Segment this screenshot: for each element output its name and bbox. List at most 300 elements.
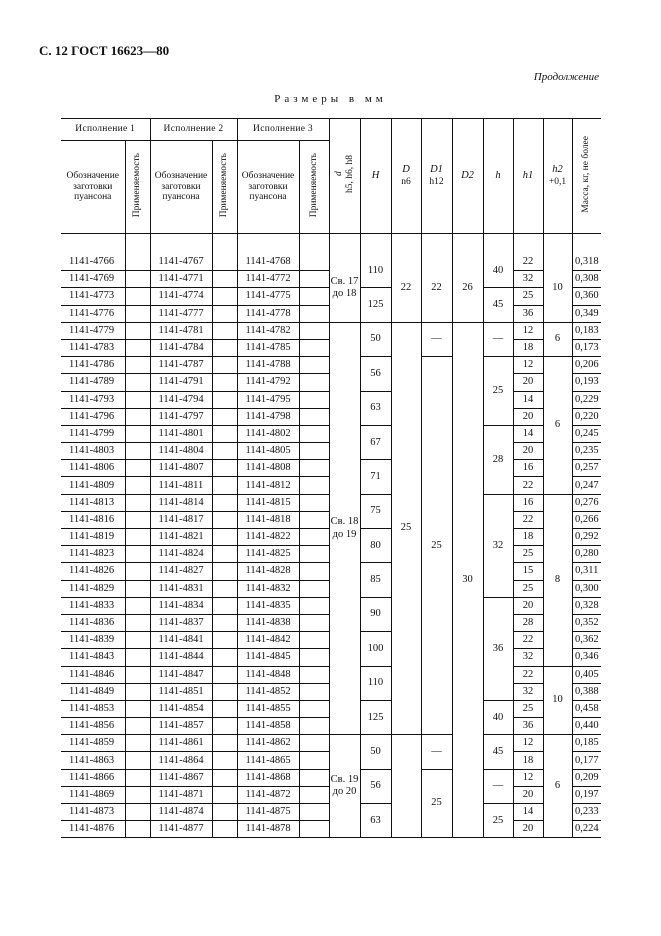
primenyaemost-cell-1 [125,546,150,563]
massa-value-cell: 0,257 [572,460,601,477]
massa-value-cell: 0,206 [572,357,601,374]
code-ispolnenie-1: 1141-4809 [61,477,125,494]
primenyaemost-cell-2 [212,614,237,631]
code-ispolnenie-3: 1141-4828 [237,563,299,580]
primenyaemost-cell-3 [299,322,329,339]
code-ispolnenie-1: 1141-4836 [61,614,125,631]
primenyaemost-cell-2 [212,443,237,460]
primenyaemost-cell-3 [299,477,329,494]
primenyaemost-cell-1 [125,322,150,339]
h1-value-cell: 25 [513,288,543,305]
h1-value-cell: 22 [513,477,543,494]
massa-value-cell: 0,318 [572,254,601,271]
massa-value-cell: 0,229 [572,391,601,408]
primenyaemost-cell-1 [125,494,150,511]
code-ispolnenie-1: 1141-4863 [61,752,125,769]
massa-value-cell: 0,197 [572,786,601,803]
code-ispolnenie-2: 1141-4877 [150,821,212,838]
primenyaemost-cell-3 [299,683,329,700]
primenyaemost-cell-2 [212,597,237,614]
H-value-cell: 125 [360,700,391,734]
code-ispolnenie-1: 1141-4829 [61,580,125,597]
primenyaemost-cell-2 [212,254,237,271]
header-oboznachenie-1: Обозначение заготовки пуансона [61,141,125,234]
code-ispolnenie-2: 1141-4794 [150,391,212,408]
primenyaemost-cell-3 [299,460,329,477]
code-ispolnenie-2: 1141-4801 [150,425,212,442]
primenyaemost-cell-2 [212,700,237,717]
H-value-cell: 80 [360,529,391,563]
massa-value-cell: 0,292 [572,529,601,546]
h1-value-cell: 32 [513,683,543,700]
code-ispolnenie-3: 1141-4848 [237,666,299,683]
code-ispolnenie-1: 1141-4869 [61,786,125,803]
massa-value-cell: 0,311 [572,563,601,580]
h1-value-cell: 20 [513,786,543,803]
massa-value-cell: 0,300 [572,580,601,597]
code-ispolnenie-3: 1141-4825 [237,546,299,563]
primenyaemost-cell-3 [299,511,329,528]
primenyaemost-cell-2 [212,718,237,735]
code-ispolnenie-1: 1141-4876 [61,821,125,838]
code-ispolnenie-3: 1141-4812 [237,477,299,494]
code-ispolnenie-1: 1141-4776 [61,305,125,322]
h1-value-cell: 12 [513,357,543,374]
table-row [61,322,601,339]
code-ispolnenie-2: 1141-4857 [150,718,212,735]
h1-value-cell: 36 [513,305,543,322]
code-ispolnenie-3: 1141-4802 [237,425,299,442]
code-ispolnenie-3: 1141-4852 [237,683,299,700]
h1-value-cell: 36 [513,718,543,735]
primenyaemost-cell-1 [125,614,150,631]
d-range-cell: Св. 18 до 19 [329,322,360,735]
massa-value-cell: 0,440 [572,718,601,735]
primenyaemost-cell-1 [125,305,150,322]
code-ispolnenie-3: 1141-4768 [237,254,299,271]
primenyaemost-cell-3 [299,580,329,597]
code-ispolnenie-3: 1141-4855 [237,700,299,717]
h-value-cell: 45 [483,735,513,769]
massa-value-cell: 0,220 [572,408,601,425]
primenyaemost-cell-2 [212,511,237,528]
primenyaemost-cell-1 [125,529,150,546]
h2-value-cell: 10 [543,254,572,322]
massa-value-cell: 0,276 [572,494,601,511]
header-h1: h1 [513,119,543,234]
code-ispolnenie-1: 1141-4793 [61,391,125,408]
code-ispolnenie-1: 1141-4783 [61,339,125,356]
header-D: D n6 [391,119,421,234]
h2-value-cell: 10 [543,666,572,735]
primenyaemost-cell-2 [212,821,237,838]
primenyaemost-cell-3 [299,649,329,666]
H-value-cell: 63 [360,804,391,838]
header-primenyaemost-2: Применяемость [212,141,237,234]
code-ispolnenie-3: 1141-4868 [237,769,299,786]
code-ispolnenie-2: 1141-4847 [150,666,212,683]
code-ispolnenie-3: 1141-4835 [237,597,299,614]
page-header: С. 12 ГОСТ 16623—80 [39,43,170,58]
primenyaemost-cell-3 [299,254,329,271]
primenyaemost-cell-1 [125,649,150,666]
primenyaemost-cell-3 [299,288,329,305]
h1-value-cell: 22 [513,632,543,649]
massa-value-cell: 0,245 [572,425,601,442]
primenyaemost-cell-3 [299,408,329,425]
primenyaemost-cell-3 [299,271,329,288]
primenyaemost-cell-3 [299,357,329,374]
primenyaemost-cell-2 [212,477,237,494]
h1-value-cell: 22 [513,511,543,528]
H-value-cell: 90 [360,597,391,631]
code-ispolnenie-1: 1141-4873 [61,804,125,821]
primenyaemost-cell-2 [212,769,237,786]
primenyaemost-cell-2 [212,391,237,408]
primenyaemost-cell-3 [299,494,329,511]
primenyaemost-cell-3 [299,786,329,803]
D-value-cell: 25 [391,322,421,735]
header-d: d h5, h6, h8 [329,119,360,234]
primenyaemost-cell-2 [212,580,237,597]
code-ispolnenie-1: 1141-4866 [61,769,125,786]
h1-value-cell: 12 [513,735,543,752]
code-ispolnenie-3: 1141-4798 [237,408,299,425]
code-ispolnenie-3: 1141-4838 [237,614,299,631]
code-ispolnenie-2: 1141-4871 [150,786,212,803]
primenyaemost-cell-1 [125,288,150,305]
primenyaemost-cell-3 [299,752,329,769]
primenyaemost-cell-1 [125,271,150,288]
h1-value-cell: 20 [513,821,543,838]
code-ispolnenie-1: 1141-4853 [61,700,125,717]
primenyaemost-cell-3 [299,563,329,580]
h-value-cell: 28 [483,425,513,494]
H-value-cell: 71 [360,460,391,494]
primenyaemost-cell-1 [125,357,150,374]
D1-value-cell: 25 [421,357,452,735]
h1-value-cell: 25 [513,700,543,717]
primenyaemost-cell-3 [299,718,329,735]
header-oboznachenie-2: Обозначение заготовки пуансона [150,141,212,234]
primenyaemost-cell-1 [125,374,150,391]
code-ispolnenie-1: 1141-4813 [61,494,125,511]
D1-value-cell: 25 [421,769,452,838]
massa-value-cell: 0,247 [572,477,601,494]
primenyaemost-cell-1 [125,597,150,614]
code-ispolnenie-3: 1141-4832 [237,580,299,597]
primenyaemost-cell-3 [299,700,329,717]
primenyaemost-cell-3 [299,391,329,408]
H-value-cell: 125 [360,288,391,322]
h-value-cell: 36 [483,597,513,700]
primenyaemost-cell-2 [212,649,237,666]
primenyaemost-cell-2 [212,460,237,477]
code-ispolnenie-3: 1141-4772 [237,271,299,288]
massa-value-cell: 0,352 [572,614,601,631]
massa-value-cell: 0,405 [572,666,601,683]
h1-value-cell: 22 [513,666,543,683]
primenyaemost-cell-1 [125,718,150,735]
code-ispolnenie-3: 1141-4808 [237,460,299,477]
code-ispolnenie-2: 1141-4797 [150,408,212,425]
primenyaemost-cell-1 [125,391,150,408]
code-ispolnenie-1: 1141-4779 [61,322,125,339]
dimensions-table [61,118,601,838]
massa-value-cell: 0,308 [572,271,601,288]
primenyaemost-cell-1 [125,735,150,752]
code-ispolnenie-2: 1141-4787 [150,357,212,374]
h-value-cell: 40 [483,700,513,734]
primenyaemost-cell-1 [125,511,150,528]
code-ispolnenie-1: 1141-4826 [61,563,125,580]
h-value-cell: 40 [483,254,513,288]
primenyaemost-cell-1 [125,700,150,717]
massa-value-cell: 0,183 [572,322,601,339]
primenyaemost-cell-2 [212,408,237,425]
code-ispolnenie-2: 1141-4831 [150,580,212,597]
code-ispolnenie-3: 1141-4785 [237,339,299,356]
H-value-cell: 50 [360,322,391,356]
massa-value-cell: 0,266 [572,511,601,528]
h2-value-cell: 6 [543,735,572,838]
code-ispolnenie-2: 1141-4824 [150,546,212,563]
h1-value-cell: 12 [513,322,543,339]
h1-value-cell: 22 [513,254,543,271]
code-ispolnenie-1: 1141-4766 [61,254,125,271]
primenyaemost-cell-3 [299,546,329,563]
h1-value-cell: 14 [513,804,543,821]
massa-value-cell: 0,349 [572,305,601,322]
code-ispolnenie-2: 1141-4864 [150,752,212,769]
primenyaemost-cell-2 [212,374,237,391]
h1-value-cell: 16 [513,494,543,511]
code-ispolnenie-3: 1141-4795 [237,391,299,408]
H-value-cell: 85 [360,563,391,597]
code-ispolnenie-2: 1141-4844 [150,649,212,666]
primenyaemost-cell-3 [299,305,329,322]
h1-value-cell: 15 [513,563,543,580]
code-ispolnenie-2: 1141-4771 [150,271,212,288]
code-ispolnenie-3: 1141-4865 [237,752,299,769]
massa-value-cell: 0,458 [572,700,601,717]
primenyaemost-cell-2 [212,563,237,580]
code-ispolnenie-3: 1141-4878 [237,821,299,838]
primenyaemost-cell-3 [299,735,329,752]
code-ispolnenie-1: 1141-4846 [61,666,125,683]
code-ispolnenie-2: 1141-4821 [150,529,212,546]
primenyaemost-cell-3 [299,425,329,442]
header-h: h [483,119,513,234]
continuation-label: Продолжение [533,71,599,83]
h2-value-cell: 6 [543,322,572,356]
primenyaemost-cell-1 [125,804,150,821]
header-primenyaemost-1: Применяемость [125,141,150,234]
code-ispolnenie-2: 1141-4791 [150,374,212,391]
H-value-cell: 63 [360,391,391,425]
D-value-cell: 22 [391,254,421,322]
code-ispolnenie-2: 1141-4851 [150,683,212,700]
primenyaemost-cell-1 [125,563,150,580]
massa-value-cell: 0,224 [572,821,601,838]
h-value-cell: — [483,769,513,803]
table-row [61,735,601,752]
code-ispolnenie-2: 1141-4837 [150,614,212,631]
code-ispolnenie-2: 1141-4834 [150,597,212,614]
h1-value-cell: 14 [513,425,543,442]
code-ispolnenie-1: 1141-4823 [61,546,125,563]
primenyaemost-cell-3 [299,374,329,391]
code-ispolnenie-1: 1141-4799 [61,425,125,442]
header-massa: Масса, кг, не более [572,119,601,234]
h2-value-cell: 8 [543,494,572,666]
primenyaemost-cell-3 [299,769,329,786]
primenyaemost-cell-3 [299,821,329,838]
primenyaemost-cell-2 [212,546,237,563]
code-ispolnenie-2: 1141-4854 [150,700,212,717]
primenyaemost-cell-1 [125,752,150,769]
primenyaemost-cell-2 [212,339,237,356]
h-value-cell: 25 [483,804,513,838]
D1-value-cell: — [421,322,452,356]
h1-value-cell: 20 [513,443,543,460]
H-value-cell: 110 [360,666,391,700]
code-ispolnenie-3: 1141-4822 [237,529,299,546]
code-ispolnenie-2: 1141-4777 [150,305,212,322]
code-ispolnenie-2: 1141-4784 [150,339,212,356]
code-ispolnenie-2: 1141-4841 [150,632,212,649]
code-ispolnenie-1: 1141-4789 [61,374,125,391]
code-ispolnenie-3: 1141-4858 [237,718,299,735]
header-ispolnenie-2: Исполнение 2 [150,119,237,141]
h-value-cell: 25 [483,357,513,426]
primenyaemost-cell-2 [212,752,237,769]
code-ispolnenie-3: 1141-4805 [237,443,299,460]
table-row [61,254,601,271]
code-ispolnenie-3: 1141-4775 [237,288,299,305]
H-value-cell: 75 [360,494,391,528]
code-ispolnenie-1: 1141-4856 [61,718,125,735]
header-oboznachenie-3: Обозначение заготовки пуансона [237,141,299,234]
h1-value-cell: 20 [513,597,543,614]
massa-value-cell: 0,235 [572,443,601,460]
massa-value-cell: 0,362 [572,632,601,649]
primenyaemost-cell-2 [212,494,237,511]
code-ispolnenie-3: 1141-4818 [237,511,299,528]
primenyaemost-cell-1 [125,666,150,683]
code-ispolnenie-1: 1141-4819 [61,529,125,546]
h1-value-cell: 28 [513,614,543,631]
primenyaemost-cell-3 [299,529,329,546]
h1-value-cell: 16 [513,460,543,477]
code-ispolnenie-2: 1141-4781 [150,322,212,339]
code-ispolnenie-3: 1141-4845 [237,649,299,666]
table-body [61,254,601,838]
code-ispolnenie-2: 1141-4861 [150,735,212,752]
primenyaemost-cell-2 [212,666,237,683]
header-D2: D2 [452,119,483,234]
H-value-cell: 67 [360,425,391,459]
massa-value-cell: 0,233 [572,804,601,821]
code-ispolnenie-2: 1141-4767 [150,254,212,271]
primenyaemost-cell-3 [299,804,329,821]
code-ispolnenie-1: 1141-4849 [61,683,125,700]
code-ispolnenie-3: 1141-4842 [237,632,299,649]
H-value-cell: 110 [360,254,391,288]
H-value-cell: 100 [360,632,391,666]
primenyaemost-cell-1 [125,254,150,271]
code-ispolnenie-1: 1141-4769 [61,271,125,288]
primenyaemost-cell-3 [299,597,329,614]
h1-value-cell: 12 [513,769,543,786]
code-ispolnenie-3: 1141-4862 [237,735,299,752]
code-ispolnenie-1: 1141-4803 [61,443,125,460]
primenyaemost-cell-1 [125,477,150,494]
primenyaemost-cell-1 [125,408,150,425]
code-ispolnenie-1: 1141-4839 [61,632,125,649]
code-ispolnenie-3: 1141-4815 [237,494,299,511]
code-ispolnenie-3: 1141-4875 [237,804,299,821]
massa-value-cell: 0,280 [572,546,601,563]
massa-value-cell: 0,185 [572,735,601,752]
code-ispolnenie-3: 1141-4792 [237,374,299,391]
primenyaemost-cell-1 [125,786,150,803]
h1-value-cell: 14 [513,391,543,408]
primenyaemost-cell-2 [212,529,237,546]
header-ispolnenie-3: Исполнение 3 [237,119,329,141]
code-ispolnenie-1: 1141-4816 [61,511,125,528]
code-ispolnenie-1: 1141-4786 [61,357,125,374]
primenyaemost-cell-3 [299,339,329,356]
header-D1: D1 h12 [421,119,452,234]
D-value-cell [391,735,421,838]
massa-value-cell: 0,346 [572,649,601,666]
primenyaemost-cell-3 [299,443,329,460]
primenyaemost-cell-1 [125,632,150,649]
code-ispolnenie-2: 1141-4827 [150,563,212,580]
primenyaemost-cell-3 [299,666,329,683]
D2-value-cell: 26 [452,254,483,322]
h1-value-cell: 32 [513,649,543,666]
massa-value-cell: 0,177 [572,752,601,769]
primenyaemost-cell-1 [125,683,150,700]
h-value-cell: 45 [483,288,513,322]
h-value-cell: — [483,322,513,356]
code-ispolnenie-3: 1141-4778 [237,305,299,322]
H-value-cell: 56 [360,769,391,803]
massa-value-cell: 0,388 [572,683,601,700]
massa-value-cell: 0,360 [572,288,601,305]
primenyaemost-cell-1 [125,460,150,477]
primenyaemost-cell-2 [212,271,237,288]
code-ispolnenie-3: 1141-4788 [237,357,299,374]
h1-value-cell: 20 [513,374,543,391]
h1-value-cell: 32 [513,271,543,288]
primenyaemost-cell-3 [299,614,329,631]
code-ispolnenie-3: 1141-4872 [237,786,299,803]
code-ispolnenie-1: 1141-4833 [61,597,125,614]
header-ispolnenie-1: Исполнение 1 [61,119,150,141]
primenyaemost-cell-2 [212,632,237,649]
H-value-cell: 56 [360,357,391,391]
massa-value-cell: 0,193 [572,374,601,391]
header-primenyaemost-3: Применяемость [299,141,329,234]
code-ispolnenie-2: 1141-4867 [150,769,212,786]
code-ispolnenie-1: 1141-4806 [61,460,125,477]
d-range-cell: Св. 17 до 18 [329,254,360,322]
primenyaemost-cell-2 [212,357,237,374]
d-range-cell: Св. 19 до 20 [329,735,360,838]
